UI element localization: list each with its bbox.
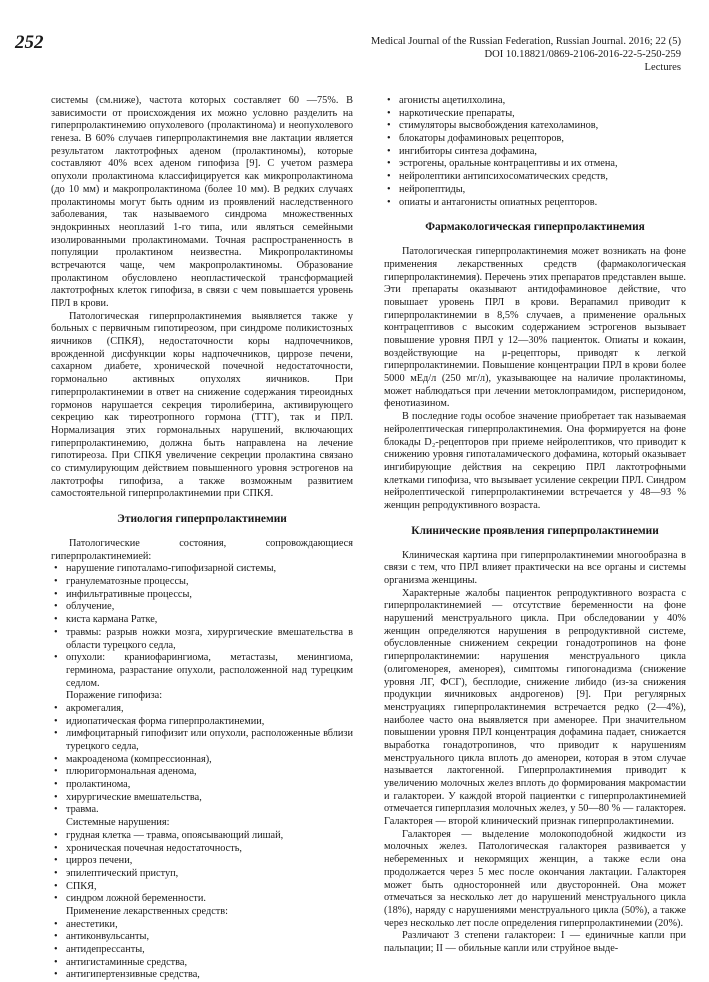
list-item: • акромегалия, (51, 703, 353, 716)
running-header (371, 36, 681, 74)
list-item: • антиконвульсанты, (51, 931, 353, 944)
list-label: Поражение гипофиза: (66, 690, 163, 702)
paragraph: В последние годы особое значение приобретает так называемая нейролептическая гиперпролактинемия. Она формируется на фоне блокады D₂-рецепторов при приеме нейролептиков, что приводит к снижению уровня гипоталамического дофамина, который оказывает ингибирующие действия на секрецию ПРЛ лактотрофными клетками гипофиза, что вызывает усиление секреции ПРЛ. Синдром нейролептической гиперпролактинемии встречается у 48—93 % женщин репродуктивного возраста. (384, 411, 686, 511)
list-item: • СПКЯ, (51, 881, 353, 894)
list-item: • пролактинома, (51, 779, 353, 792)
list-item: • травмы: разрыв ножки мозга, хирургические вмешательства в области турецкого седла, (51, 627, 353, 652)
list-hypothalamic (51, 563, 353, 690)
list-item: • ингибиторы синтеза дофамина, (384, 146, 686, 159)
paragraph: Клиническая картина при гиперпролактинемии многообразна в связи с тем, что ПРЛ влияет практически на все органы и системы организма женщины. (384, 549, 686, 586)
list-item: • инфильтративные процессы, (51, 589, 353, 602)
list-item: • нарушение гипоталамо-гипофизарной системы, (51, 563, 353, 576)
list-item: • антигипертензивные средства, (51, 969, 353, 982)
list-item: • нейролептики антипсихосоматических средств, (384, 171, 686, 184)
list-item: • облучение, (51, 601, 353, 614)
page-number: 252 (15, 32, 44, 53)
paragraph: системы (см.ниже), частота которых составляет 60 —75%. В зависимости от происхождения их можно условно разделить на гиперпролактинемию опухолевого (пролактинома) и неопухолевого генеза. В 60% случаев гиперпролактинемия вне лактации является результатом лактотрофных аденом (пролактиномы), которые составляют 40% всех аденом гипофиза [9]. С учетом размера опухоли пролактинома классифицируется как микропролактинома (до 10 мм) и макропролактинома (более 10 мм). В редких случаях пролактиномы могут быть одним из проявлений наследственного заболевания, так называемого синдрома множественных эндокринных неоплазий 1-го типа, или являться семейными изолированными пролактиномами. Точная распространенность в популяции пролактином неизвестна. Микропролактиномы встречаются чаще, чем макропролактиномы. Образование пролактином обусловлено неопластической трансформацией лактотрофных клеток гипофиза, в связи с чем повышается уровень ПРЛ в крови. (51, 95, 353, 309)
list-item: • антидепрессанты, (51, 944, 353, 957)
paragraph: Патологические состояния, сопровождающиеся гиперпролактинемией: (51, 538, 353, 562)
list-item: • грудная клетка — травма, опоясывающий лишай, (51, 830, 353, 843)
doi: DOI 10.18821/0869-2106-2016-22-5-250-259 (484, 48, 681, 60)
list-item: • киста кармана Ратке, (51, 614, 353, 627)
paragraph: Различают 3 степени галактореи: I — единичные капли при пальпации; II — обильные капли или струйное выде- (384, 930, 686, 954)
list-pituitary (51, 703, 353, 817)
list-item: • эпилептический приступ, (51, 868, 353, 881)
list-item: • хроническая почечная недостаточность, (51, 843, 353, 856)
list-systemic (51, 830, 353, 906)
section-heading-pharmacological: Фармакологическая гиперпролактинемия (425, 221, 645, 234)
list-item: • макроаденома (компрессионная), (51, 754, 353, 767)
paragraph: Патологическая гиперпролактинемия выявляется также у больных с первичным гипотиреозом, при синдроме поликистозных яичников (СПКЯ), недостаточности коры надпочечников, врожденной дисфункции коры надпочечников, циррозе печени, сахарном диабете, хронической почечной недостаточности, гормонально активных опухолях яичников. При гиперпролактинемии в ответ на снижение содержания тиреоидных гормонов нарушается секреция тиролиберина, активирующего секрецию как тиреотропного гормона (ТТГ), так и ПРЛ. Нормализация этих гормональных нарушений, включающих гиперпролактинемию, должна быть направлена на лечение гипотиреоза. При СПКЯ увеличение секреции пролактина связано со стимулирующим действием повышенного уровня эстрогенов на лактотрофы гипофиза, а также возможным развитием самостоятельной гиперпролактинемии при СПКЯ. (51, 310, 353, 500)
section-heading-etiology: Этиология гиперпролактинемии (117, 513, 287, 525)
left-column (51, 95, 353, 982)
list-item: • анестетики, (51, 919, 353, 932)
list-item: • хирургические вмешательства, (51, 792, 353, 805)
section-heading-clinical: Клинические проявления гиперпролактинемии (411, 524, 659, 537)
list-label: Применение лекарственных средств: (66, 905, 228, 917)
list-item: • нейропептиды, (384, 184, 686, 197)
list-item: • блокаторы дофаминовых рецепторов, (384, 133, 686, 146)
paragraph: Галакторея — выделение молокоподобной жидкости из молочных желез. Патологическая галакторея развивается у небеременных и некормящих женщин, а также если она продолжается через 5 мес после окончания лактации. Галакторея может быть односторонней или двусторонней. Она может отмечаться за несколько лет до нарушений менструального цикла (18%), наряду с нарушениями менструального цикла (50%), а также через несколько лет после определения гиперпролактинемии (20%). (384, 828, 686, 929)
paragraph: Характерные жалобы пациенток репродуктивного возраста с гиперпролактинемией — отсутствие беременности на фоне нарушений менструального цикла. При обследовании у 40% женщин определяются нарушения в репродуктивной системе, обусловленные снижением секреции гонадотропинов на фоне гиперпролактинемии: нарушения менструального цикла (олигоменорея, аменорея), симптомы гипогонадизма (снижение уровня ЛГ, ФСГ), бесплодие, снижение либидо (из-за снижения продукции яичниковых андрогенов) [9]. При регулярных менструациях гиперпролактинемия встречается редко (2—4%), наиболее часто она выявляется при аменорее. При значительном повышении уровня ПРЛ концентрация дофамина падает, снижается выработка гонадотропинов, что приводит к нарушениям менструального цикла вплоть до аменореи, которая в этом случае называется лактогенной. Гиперпролактинемия приводит к увеличению молочных желез вплоть до формирования макромастии и галактореи. У каждой второй пациентки с гиперпролактинемией отмечается гиперплазия молочных желез, у 50—80 % — галакторея. Галакторея — второй клинический признак гиперпролактинемии. (384, 587, 686, 828)
list-item: • синдром ложной беременности. (51, 893, 353, 906)
list-item: • цирроз печени, (51, 855, 353, 868)
list-item: • опухоли: краниофарингиома, метастазы, менингиома, герминома, разрастание опухоли, расположенной над турецким седлом. (51, 652, 353, 690)
list-item: • наркотические препараты, (384, 108, 686, 121)
list-item: • стимуляторы высвобождения катехоламинов, (384, 120, 686, 133)
list-item: • плюригормональная аденома, (51, 766, 353, 779)
list-item: • антигистаминные средства, (51, 957, 353, 970)
list-item: • эстрогены, оральные контрацептивы и их отмена, (384, 158, 686, 171)
section-label: Lectures (644, 61, 681, 73)
list-item: • лимфоцитарный гипофизит или опухоли, расположенные вблизи турецкого седла, (51, 728, 353, 753)
list-item: • гранулематозные процессы, (51, 576, 353, 589)
list-drugs (51, 919, 353, 982)
list-item: • опиаты и антагонисты опиатных рецепторов. (384, 197, 686, 210)
list-item: • идиопатическая форма гиперпролактинемии, (51, 716, 353, 729)
list-item: • травма. (51, 804, 353, 817)
paragraph: Патологическая гиперпролактинемия может возникать на фоне применения лекарственных средств (фармакологическая гиперпролактинемия). Перечень этих препаратов представлен выше. Эти препараты оказывают антидофаминовое действие, что повышает уровень ПРЛ в крови. Верапамил приводит к гиперпролактинемии в 8,5% случаев, а применение оральных контрацептивов с высоким содержанием эстрогенов вызывает повышение уровня ПРЛ у 12—30% пациенток. Опиаты и кокаин, воздействующие на μ-рецепторы, приводят к легкой гиперпролактинемии. Повышение концентрации ПРЛ в крови более 5000 мЕд/л (250 мг/л), указывающее на наличие пролактиномы, может наблюдаться при лечении метоклопрамидом, рисперидоном, фенотиазином. (384, 246, 686, 410)
list-drugs-continued (384, 95, 686, 209)
list-item: • агонисты ацетилхолина, (384, 95, 686, 108)
right-column (384, 95, 686, 956)
journal-title: Medical Journal of the Russian Federation, Russian Journal. 2016; 22 (5) (370, 36, 681, 47)
list-label: Системные нарушения: (66, 817, 170, 829)
